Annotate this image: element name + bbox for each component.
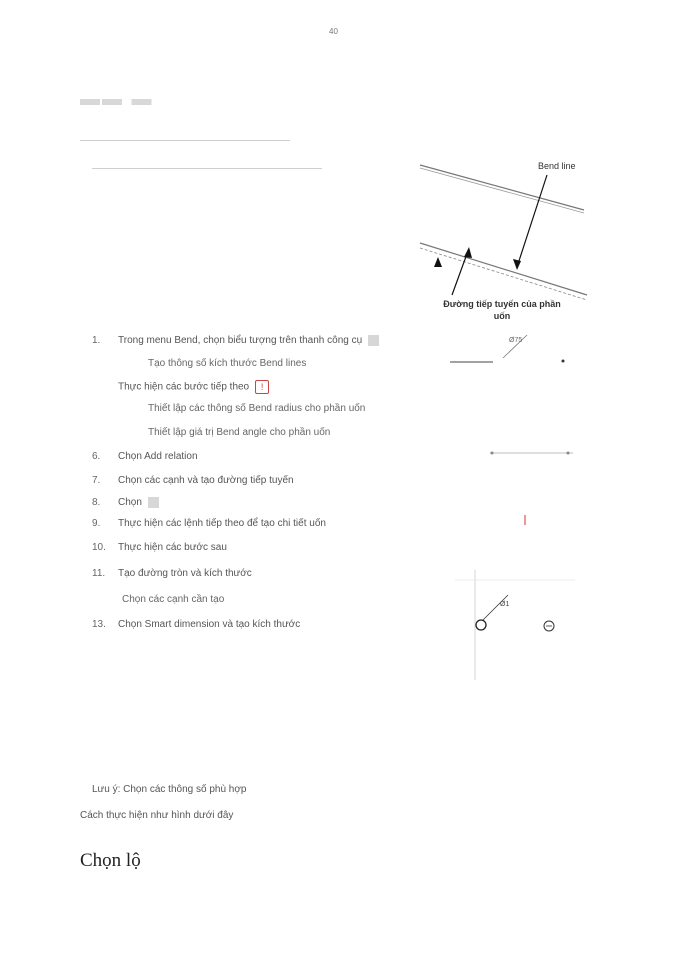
step-8: 8. Chọn xyxy=(92,497,165,508)
bend-line-diagram xyxy=(412,155,602,320)
step-11: 11. Tạo đường tròn và kích thước xyxy=(92,568,252,579)
step-3: Thực hiện các bước tiếp theo ! xyxy=(92,380,269,394)
step-13: 13. Chọn Smart dimension và tạo kích thước xyxy=(92,619,301,630)
tangent-label: Đường tiếp tuyến của phần uốn xyxy=(443,299,561,321)
step-10: 10. Thực hiện các bước sau xyxy=(92,542,227,553)
faded-text-line xyxy=(92,168,322,169)
faded-heading: ▬▬ ▬ xyxy=(80,88,154,110)
section-heading: Chọn lộ xyxy=(80,850,141,871)
toolbar-icon xyxy=(148,497,159,508)
note-line-1: Lưu ý: Chọn các thông số phù hợp xyxy=(92,784,247,795)
step-4: Thiết lập các thông số Bend radius cho phần uốn xyxy=(148,403,366,414)
bend-line-figure xyxy=(412,155,602,320)
note-line-2: Cách thực hiện như hình dưới đây xyxy=(80,810,234,821)
dim-label-top: Ø75 xyxy=(509,337,523,344)
side-sketches xyxy=(445,330,580,690)
step-12: Chọn các cạnh cần tạo xyxy=(122,594,225,605)
step-1: 1. Trong menu Bend, chọn biểu tượng trên thanh công cụ xyxy=(92,335,385,346)
warning-icon: ! xyxy=(255,380,269,394)
step-6: 6. Chọn Add relation xyxy=(92,451,198,462)
step-7: 7. Chọn các cạnh và tạo đường tiếp tuyến xyxy=(92,475,294,486)
toolbar-icon xyxy=(368,335,379,346)
bend-line-label: Bend line xyxy=(538,161,576,171)
step-9: 9. Thực hiện các lệnh tiếp theo để tạo chi tiết uốn xyxy=(92,518,326,529)
page-number: 40 xyxy=(329,27,338,36)
step-2: Tạo thông số kích thước Bend lines xyxy=(148,358,307,369)
step-5: Thiết lập giá trị Bend angle cho phần uốn xyxy=(148,427,331,438)
dim-label-bottom: Ø1 xyxy=(500,601,510,608)
faded-text-line xyxy=(80,140,290,141)
